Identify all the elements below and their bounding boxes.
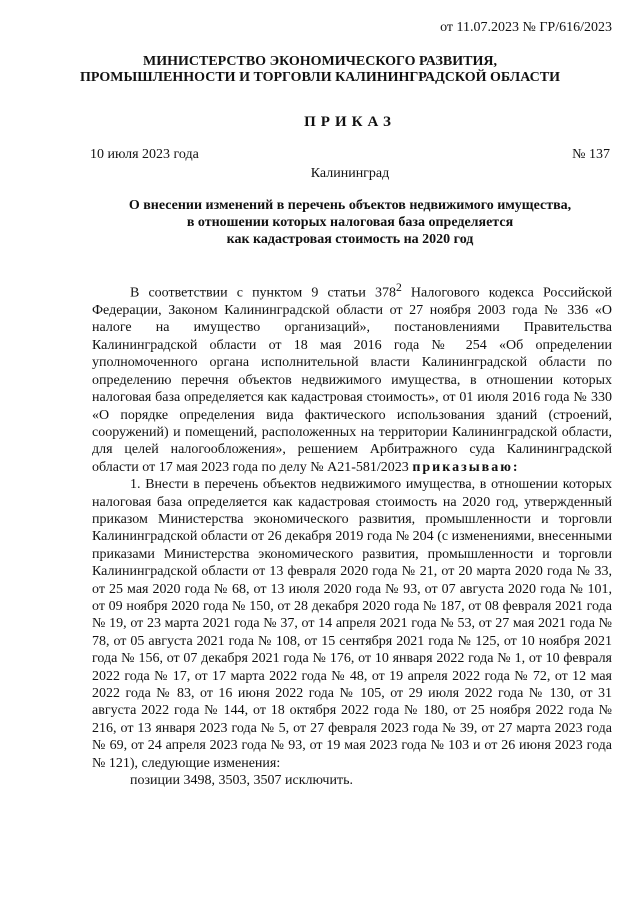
order-number: № 137 [572,147,610,162]
article-superscript: 2 [395,281,402,294]
ministry-name-line-1: МИНИСТЕРСТВО ЭКОНОМИЧЕСКОГО РАЗВИТИЯ, [143,54,497,69]
order-subject [90,197,610,248]
order-date: 10 июля 2023 года [90,147,199,162]
order-command: приказываю: [412,459,520,475]
order-title: ПРИКАЗ [304,114,396,130]
order-subject-line-3: как кадастровая стоимость на 2020 год [226,232,474,247]
ministry-name [0,54,640,86]
clause-1-paragraph: 1. Внести в перечень объектов недвижимого имущества, в отношении которых налоговая база определяется как кадастровая стоимость на 2020 год, утвержденный приказом Министерства экономического развития, промышленности и торговли Калининградской области от 26 декабря 2019 года № 204 (с изменениями, внесенными приказами Министерства экономического развития, промышленности и торговли Калининградской области от 13 февраля 2020 года № 21, от 20 марта 2020 года № 33, от 25 мая 2020 года № 68, от 13 июля 2020 года № 93, от 07 августа 2020 года № 101, от 09 ноября 2020 года № 150, от 28 декабря 2020 года № 187, от 08 февраля 2021 года № 19, от 23 марта 2021 года № 37, от 14 апреля 2021 года № 53, от 27 мая 2021 года № 78, от 05 августа 2021 года № 108, от 15 сентября 2021 года № 125, от 10 ноября 2021 года № 156, от 07 декабря 2021 года № 176, от 10 января 2022 года № 1, от 10 февраля 2022 года № 17, от 17 марта 2022 года № 48, от 19 апреля 2022 года № 72, от 12 мая 2022 года № 83, от 16 июня 2022 года № 105, от 29 июля 2022 года № 130, от 31 августа 2022 года № 144, от 18 октября 2022 года № 180, от 25 ноября 2022 года № 216, от 13 января 2023 года № 5, от 27 февраля 2023 года № 39, от 27 марта 2023 года № 69, от 24 апреля 2023 года № 93, от 19 мая 2023 года № 103 и от 26 июня 2023 года № 121), следующие изменения: [92,477,612,771]
preamble-paragraph [92,279,612,476]
positions-excluded-paragraph: позиции 3498, 3503, 3507 исключить. [130,773,353,789]
order-body [92,279,612,789]
ministry-name-line-2: ПРОМЫШЛЕННОСТИ И ТОРГОВЛИ КАЛИНИНГРАДСКОЙ ОБЛАСТИ [80,70,560,85]
order-subject-line-1: О внесении изменений в перечень объектов недвижимого имущества, [128,198,572,213]
preamble-text-start: В соответствии с пунктом 9 статьи 378 [130,285,396,301]
order-subject-line-2: в отношении которых налоговая база определяется [186,215,514,230]
document-reference: от 11.07.2023 № ГР/616/2023 [440,20,612,35]
order-city: Калининград [310,166,390,181]
preamble-text-end: Налогового кодекса Российской Федерации, Законом Калининградской области от 27 ноября 2003 года № 336 «О налоге на имущество организаций», постановлениями Правительства Калининградской области от 18 мая 2016 года № 254 «Об определении уполномоченного органа исполнительной власти Калининградской области по определению перечня объектов недвижимого имущества, в отношении которых налоговая база определяется как кадастровая стоимость», от 01 июля 2016 года № 330 «О порядке определения вида фактического использования зданий (строений, сооружений) и помещений, расположенных на территории Калининградской области, для целей налогообложения», решением Арбитражного суда Калининградской области от 17 мая 2023 года по делу № А21-581/2023 [92,285,612,475]
